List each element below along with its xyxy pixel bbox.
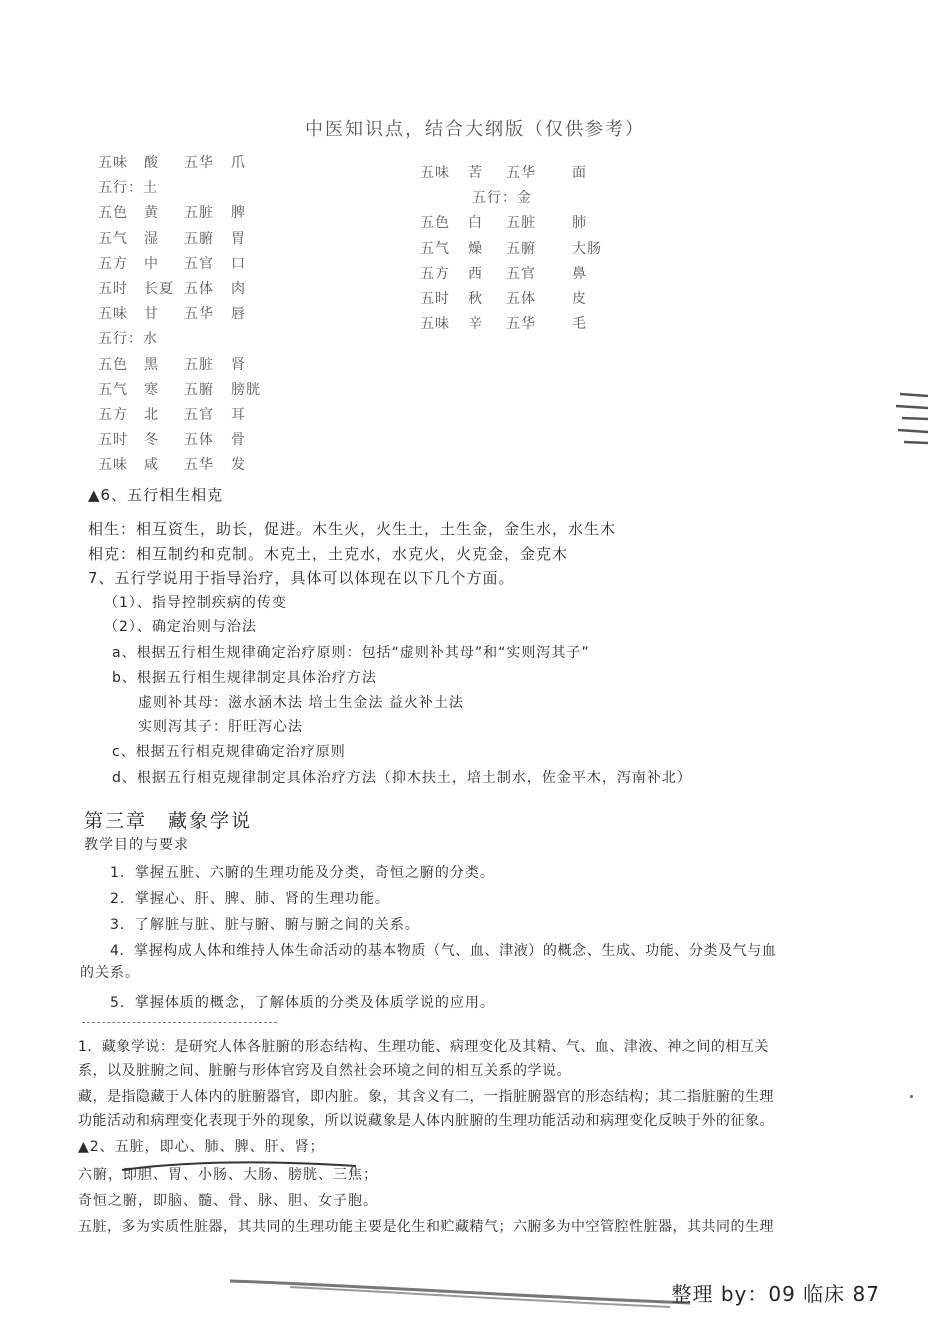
section6-heading: ▲6、五行相生相克 xyxy=(88,486,224,504)
note-line-6: 六腑，即胆、胃、小肠、大肠、膀胱、三焦； xyxy=(78,1167,378,1183)
left-table-row xyxy=(98,303,298,321)
left-table-element-heading: 五行：土 xyxy=(98,180,158,197)
right-table-cell: 白 xyxy=(468,215,483,232)
left-table-row xyxy=(98,454,298,472)
left-table-cell: 长夏 xyxy=(144,281,174,297)
right-table-cell: 五味 xyxy=(420,316,450,333)
goal-4: 4．掌握构成人体和维持人体生命活动的基本物质（气、血、津液）的概念、生成、功能、分类及气与血 xyxy=(110,943,777,959)
left-table-cell: 五官 xyxy=(184,255,214,272)
left-table-cell: 五方 xyxy=(98,255,128,272)
left-table-row xyxy=(98,429,298,447)
right-table-cell: 大肠 xyxy=(572,240,602,257)
left-table-cell: 肾 xyxy=(231,356,246,373)
right-table-cell: 面 xyxy=(572,165,587,181)
left-table-cell: 五脏 xyxy=(184,205,214,222)
goal-3: 3．了解脏与脏、脏与腑、腑与腑之间的关系。 xyxy=(110,917,420,933)
right-table-row xyxy=(420,212,620,230)
right-table-cell: 五味 xyxy=(420,165,450,181)
section7-item-b: b、根据五行相生规律制定具体治疗方法 xyxy=(112,670,377,686)
goal-5: 5．掌握体质的概念，了解体质的分类及体质学说的应用。 xyxy=(110,995,495,1011)
left-table-row xyxy=(98,177,298,195)
left-table-cell: 咸 xyxy=(144,457,159,474)
section7-item-a: a、根据五行相生规律确定治疗原则：包括“虚则补其母”和“实则泻其子” xyxy=(112,645,590,661)
left-table-row xyxy=(98,354,298,372)
note-line-4: 功能活动和病理变化表现于外的现象，所以说藏象是人体内脏腑的生理功能活动和病理变化反映于外的征象。 xyxy=(78,1113,774,1129)
left-table-cell: 北 xyxy=(144,407,159,423)
left-table-cell: 五官 xyxy=(184,407,214,423)
left-table-cell: 五脏 xyxy=(184,356,214,373)
left-table-cell: 酸 xyxy=(144,155,159,171)
left-table-cell: 五华 xyxy=(184,457,214,474)
left-table-cell: 五气 xyxy=(98,381,128,398)
left-table-cell: 五华 xyxy=(184,306,214,323)
footer-signature: 整理 by：09 临床 87 xyxy=(671,1282,880,1306)
right-table-cell: 五脏 xyxy=(506,215,536,232)
left-table-cell: 湿 xyxy=(144,230,159,247)
right-table-cell: 五色 xyxy=(420,215,450,232)
note-line-2: 系，以及脏腑之间、脏腑与形体官窍及自然社会环境之间的相互关系的学说。 xyxy=(78,1063,571,1079)
right-table-cell: 五体 xyxy=(506,291,536,307)
left-table-cell: 五味 xyxy=(98,457,128,474)
right-table-cell: 苦 xyxy=(468,165,483,181)
goal-1: 1．掌握五脏、六腑的生理功能及分类，奇恒之腑的分类。 xyxy=(110,865,495,881)
section6-ke: 相克：相互制约和克制。木克土，土克水，水克火，火克金，金克木 xyxy=(88,545,569,563)
left-table-row xyxy=(98,278,298,296)
left-table-cell: 五方 xyxy=(98,407,128,423)
left-table-cell: 口 xyxy=(231,255,246,272)
right-table-row xyxy=(420,238,620,256)
left-table-cell: 五时 xyxy=(98,432,128,449)
note-line-5: ▲2、五脏，即心、肺、脾、肝、肾； xyxy=(78,1139,325,1155)
note-line-7: 奇恒之腑，即脑、髓、骨、脉、胆、女子胞。 xyxy=(78,1193,378,1209)
left-table-cell: 五体 xyxy=(184,432,214,449)
left-table-cell: 耳 xyxy=(231,407,246,423)
left-table-cell: 膀胱 xyxy=(231,381,261,398)
scan-artifact xyxy=(892,382,932,462)
left-table-cell: 肉 xyxy=(231,281,246,297)
scan-dot xyxy=(910,1095,913,1098)
section6-sheng: 相生：相互资生，助长，促进。木生火，火生土，土生金，金生水，水生木 xyxy=(88,520,617,538)
left-table-row xyxy=(98,379,298,397)
left-table-cell: 唇 xyxy=(231,306,246,323)
left-table-cell: 五味 xyxy=(98,155,128,171)
left-table-cell: 发 xyxy=(231,457,246,474)
right-table-cell: 五气 xyxy=(420,240,450,257)
left-table-cell: 甘 xyxy=(144,306,159,323)
left-table-cell: 五腑 xyxy=(184,381,214,398)
left-table-cell: 爪 xyxy=(231,155,246,171)
left-table-element-heading: 五行：水 xyxy=(98,331,158,348)
left-table-row xyxy=(98,228,298,246)
section7-item-1: （1）、指导控制疾病的传变 xyxy=(104,595,287,611)
left-table-cell: 五色 xyxy=(98,356,128,373)
right-table-cell: 辛 xyxy=(468,316,483,333)
left-table-cell: 五味 xyxy=(98,306,128,323)
right-table-cell: 西 xyxy=(468,265,483,282)
section7-item-b2: 实则泻其子：肝旺泻心法 xyxy=(138,719,303,735)
left-table-cell: 寒 xyxy=(144,381,159,398)
left-table-cell: 骨 xyxy=(231,432,246,449)
left-table-cell: 黑 xyxy=(144,356,159,373)
right-table-cell: 五华 xyxy=(506,316,536,333)
left-table-cell: 脾 xyxy=(231,205,246,222)
left-table-cell: 五华 xyxy=(184,155,214,171)
right-table-cell: 五腑 xyxy=(506,240,536,257)
right-table-cell: 肺 xyxy=(572,215,587,232)
section7-heading: 7、五行学说用于指导治疗，具体可以体现在以下几个方面。 xyxy=(88,569,515,587)
right-table-cell: 毛 xyxy=(572,316,587,333)
right-table-cell: 皮 xyxy=(572,291,587,307)
right-table-cell: 五方 xyxy=(420,265,450,282)
right-table-cell: 鼻 xyxy=(572,265,587,282)
chapter-title: 第三章 藏象学说 xyxy=(84,810,253,832)
left-table-cell: 五色 xyxy=(98,205,128,222)
scan-stroke xyxy=(230,1275,690,1315)
right-table-row xyxy=(420,288,620,306)
separator-line xyxy=(82,1022,277,1023)
right-table-cell: 五官 xyxy=(506,265,536,282)
right-table-cell: 燥 xyxy=(468,240,483,257)
right-table-row xyxy=(420,313,620,331)
left-table-row xyxy=(98,328,298,346)
left-table-cell: 冬 xyxy=(144,432,159,449)
note-line-3: 藏，是指隐藏于人体内的脏腑器官，即内脏。象，其含义有二，一指脏腑器官的形态结构；其二指脏腑的生理 xyxy=(78,1089,774,1105)
goal-2: 2．掌握心、肝、脾、肺、肾的生理功能。 xyxy=(110,891,390,907)
note-line-8: 五脏，多为实质性脏器，其共同的生理功能主要是化生和贮藏精气；六腑多为中空管腔性脏器，其共同的生理 xyxy=(78,1219,774,1235)
left-table-cell: 中 xyxy=(144,255,159,272)
left-table-cell: 五时 xyxy=(98,281,128,297)
section7-item-b1: 虚则补其母：滋水涵木法 培土生金法 益火补土法 xyxy=(138,695,464,711)
left-table-cell: 黄 xyxy=(144,205,159,222)
right-table-element-heading: 五行：金 xyxy=(472,190,532,207)
left-table-row xyxy=(98,202,298,220)
right-table-row xyxy=(420,263,620,281)
right-table-cell: 秋 xyxy=(468,291,483,307)
left-table-cell: 五气 xyxy=(98,230,128,247)
section7-item-d: d、根据五行相克规律制定具体治疗方法（抑木扶土，培土制水，佐金平木，泻南补北） xyxy=(112,770,692,786)
right-table-cell: 五华 xyxy=(506,165,536,181)
left-table-row xyxy=(98,404,298,422)
left-table-cell: 胃 xyxy=(231,230,246,247)
section7-item-c: c、根据五行相克规律确定治疗原则 xyxy=(112,744,346,760)
left-table-cell: 五体 xyxy=(184,281,214,297)
right-table-row xyxy=(420,162,620,180)
goal-4-cont: 的关系。 xyxy=(80,965,140,981)
note-line-1: 1．藏象学说：是研究人体各脏腑的形态结构、生理功能、病理变化及其精、气、血、津液、神之间的相互关 xyxy=(78,1039,769,1055)
left-table-row xyxy=(98,253,298,271)
left-table-cell: 五腑 xyxy=(184,230,214,247)
chapter-subtitle: 教学目的与要求 xyxy=(84,837,189,853)
right-table-cell: 五时 xyxy=(420,291,450,307)
section7-item-2: （2）、确定治则与治法 xyxy=(104,619,257,635)
right-table-row xyxy=(420,187,620,205)
left-table-row xyxy=(98,152,298,170)
page-title: 中医知识点，结合大纲版（仅供参考） xyxy=(305,119,645,140)
